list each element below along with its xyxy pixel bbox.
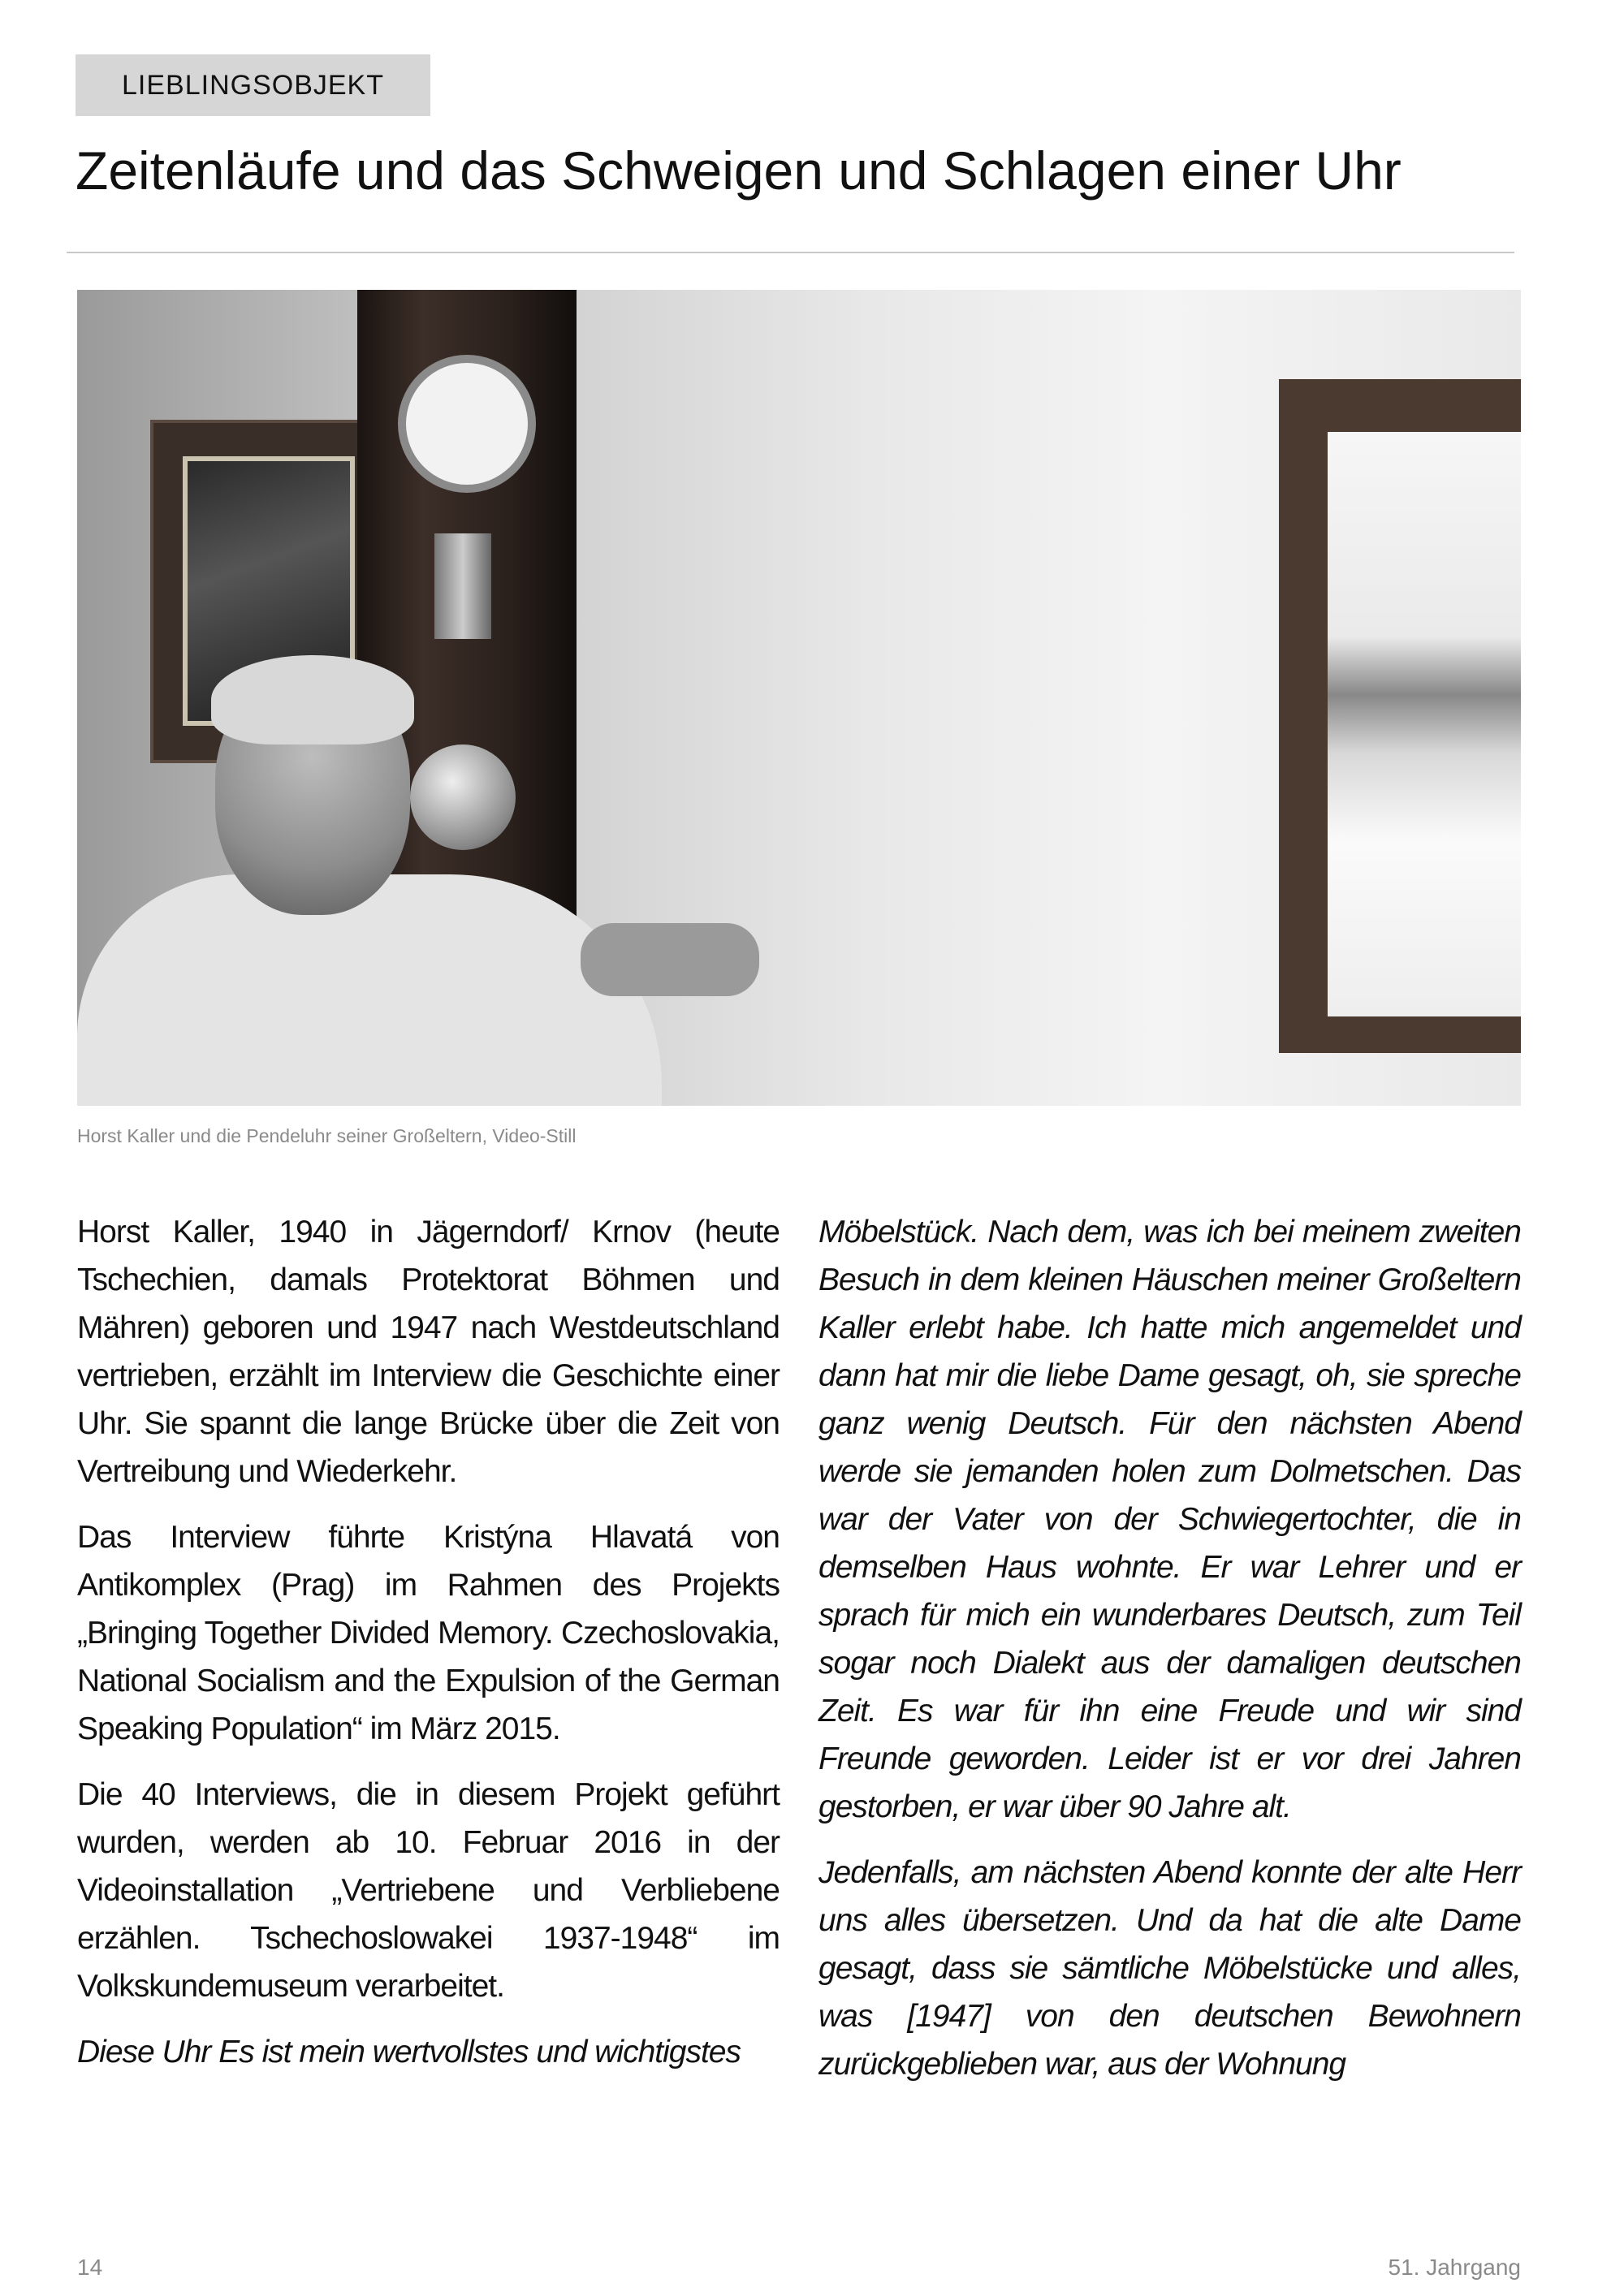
interview-credit-paragraph: Das Interview führte Kristýna Hlavatá von Antikomplex (Prag) im Rahmen des Projekts „Bringing Together Divided Memory. Czechoslovakia, National Socialism and the Expulsion of the German Speaking Population“ im März 2015. [77, 1520, 780, 1746]
article-photo [77, 290, 1521, 1106]
section-label: LIEBLINGSOBJEKT [76, 54, 430, 116]
quote-paragraph: Diese Uhr Es ist mein wertvollstes und wichtigstes [77, 2035, 741, 2069]
man-hand [581, 923, 759, 996]
right-picture-landscape [1328, 432, 1521, 1016]
intro-paragraph: Horst Kaller, 1940 in Jägerndorf/ Krnov (heute Tschechien, damals Protektorat Böhmen und Mähren) geboren und 1947 nach Westdeutschland vertrieben, erzählt im Interview die Geschichte einer Uhr. Sie spannt die lange Brücke über die Zeit von Vertreibung und Wiederkehr. [77, 1215, 780, 1489]
right-column [818, 1208, 1521, 2106]
quote-paragraph: Möbelstück. Nach dem, was ich bei meinem zweiten Besuch in dem kleinen Häuschen meiner Großeltern Kaller erlebt habe. Ich hatte mich angemeldet und dann hat mir die liebe Dame gesagt, oh, sie spreche ganz wenig Deutsch. Für den nächsten Abend werde sie jemanden holen zum Dolmetschen. Das war der Vater von der Schwiegertochter, die in demselben Haus wohnte. Er war Lehrer und er sprach für mich ein wunderbares Deutsch, zum Teil sogar noch Dialekt aus der damaligen deutschen Zeit. Es war für ihn eine Freude und wir sind Freunde geworden. Leider ist er vor drei Jahren gestorben, er war über 90 Jahre alt. [818, 1215, 1521, 1824]
clock-face [398, 355, 536, 493]
exhibition-paragraph: Die 40 Interviews, die in diesem Projekt geführt wurden, werden ab 10. Februar 2016 in der Videoinstallation „Vertriebene und Verbliebene erzählen. Tschechoslowakei 1937-1948“ im Volkskundemuseum verarbeitet. [77, 1777, 780, 2004]
article-title: Zeitenläufe und das Schweigen und Schlagen einer Uhr [76, 140, 1402, 201]
photo-caption: Horst Kaller und die Pendeluhr seiner Großeltern, Video-Still [77, 1125, 577, 1146]
left-column [77, 1208, 780, 2094]
title-divider [67, 252, 1514, 253]
clock-pendulum [410, 744, 516, 850]
man-hair [211, 655, 414, 744]
page-number: 14 [77, 2255, 103, 2280]
volume-label: 51. Jahrgang [1388, 2255, 1521, 2280]
quote-paragraph: Jedenfalls, am nächsten Abend konnte der alte Herr uns alles übersetzen. Und da hat die alte Dame gesagt, dass sie sämtliche Möbelstücke und alles, was [1947] von den deutschen Bewohnern zurückgeblieben war, aus der Wohnung [818, 1855, 1521, 2082]
clock-weights [434, 533, 491, 639]
